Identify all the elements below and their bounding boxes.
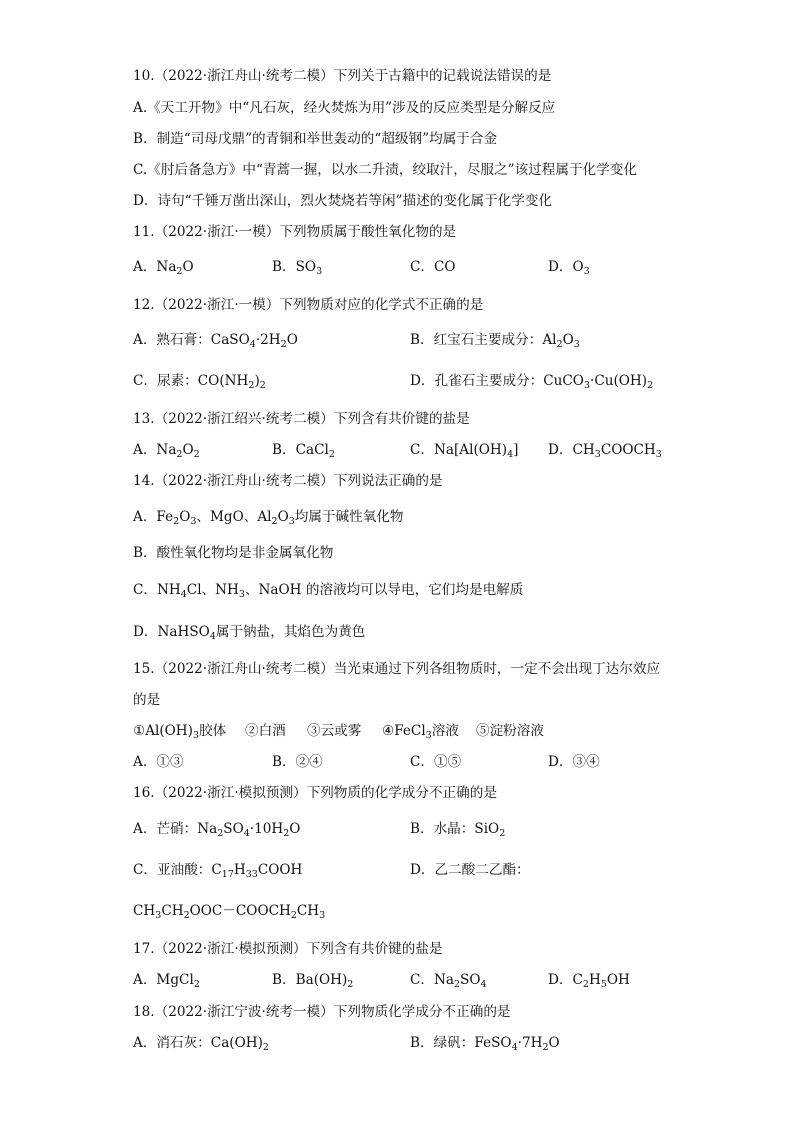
q13-option-a: A．$Na_2O_2$ xyxy=(133,442,200,460)
q13-option-b: B．CaCl$_2$ xyxy=(272,442,335,460)
q13-stem: 13.（2022·浙江绍兴·统考二模）下列含有共价键的盐是 xyxy=(133,411,470,427)
q12-option-a: A．熟石膏：$CaSO_4\cdot 2H_2O$ xyxy=(133,332,298,350)
q15-stem: 15.（2022·浙江舟山·统考二模）当光束通过下列各组物质时，一定不会出现丁达尔效应 xyxy=(133,661,661,677)
q14-option-c: C．$NH_4Cl$、$NH_3$、NaOH 的溶液均可以导电，它们均是电解质 xyxy=(133,582,524,600)
q14-option-b: B．酸性氧化物均是非金属氧化物 xyxy=(133,545,334,561)
q12-option-b: B．红宝石主要成分：$Al_2O_3$ xyxy=(410,332,580,350)
q18-option-a: A．消石灰：$Ca(OH)_2$ xyxy=(133,1035,269,1053)
q10-option-a: A.《天工开物》中“凡石灰，经火焚炼为用”涉及的反应类型是分解反应 xyxy=(133,100,556,116)
q14-stem: 14.（2022·浙江舟山·统考二模）下列说法正确的是 xyxy=(133,473,443,489)
q15-item-2: ②白酒 xyxy=(245,723,286,739)
q15-option-a: A．①③ xyxy=(133,754,184,770)
q16-option-d-formula: $CH_3CH_2OOC-COOCH_2CH_3$ xyxy=(133,903,326,921)
q15-item-1: $①Al(OH)_3$胶体 xyxy=(133,723,227,741)
q11-option-d: D．$O_3$ xyxy=(548,259,590,277)
q17-stem: 17.（2022·浙江·模拟预测）下列含有共价键的盐是 xyxy=(133,941,443,957)
q11-option-c: C．CO xyxy=(410,259,456,275)
q14-option-d: D．NaHSO$_4$属于钠盐，其焰色为黄色 xyxy=(133,624,366,642)
q15-option-b: B．②④ xyxy=(272,754,323,770)
q10-option-c: C.《肘后备急方》中“青蒿一握，以水二升渍，绞取汁，尽服之”该过程属于化学变化 xyxy=(133,162,637,178)
q13-option-d: D．$CH_3COOCH_3$ xyxy=(548,442,662,460)
q14-option-a: A．$Fe_2O_3$、MgO、$Al_2O_3$均属于碱性氧化物 xyxy=(133,509,404,527)
q17-option-a: A．MgCl$_2$ xyxy=(133,972,200,990)
q12-option-d: D．孔雀石主要成分：$CuCO_3\cdot Cu(OH)_2$ xyxy=(410,373,654,391)
q18-stem: 18.（2022·浙江宁波·统考一模）下列物质化学成分不正确的是 xyxy=(133,1004,511,1020)
q16-option-d-label: D．乙二酸二乙酯： xyxy=(410,862,530,878)
q10-option-b: B．制造“司母戊鼎”的青铜和举世轰动的“超级钢”均属于合金 xyxy=(133,131,498,147)
q16-stem: 16.（2022·浙江·模拟预测）下列物质的化学成分不正确的是 xyxy=(133,785,497,801)
q16-option-c: C．亚油酸：$C_{17}H_{33}COOH$ xyxy=(133,862,303,880)
q11-stem: 11.（2022·浙江·一模）下列物质属于酸性氧化物的是 xyxy=(133,224,457,240)
q17-option-d: D．$C_2H_5OH$ xyxy=(548,972,630,990)
q15-item-3: ③云或雾 xyxy=(307,723,362,739)
q16-option-a: A．芒硝：$Na_2SO_4\cdot 10H_2O$ xyxy=(133,821,301,839)
q15-stem-cont: 的是 xyxy=(133,692,161,708)
q15-option-d: D．③④ xyxy=(548,754,600,770)
q15-option-c: C．①⑤ xyxy=(410,754,462,770)
q12-stem: 12.（2022·浙江·一模）下列物质对应的化学式不正确的是 xyxy=(133,297,484,313)
q17-option-b: B．$Ba(OH)_2$ xyxy=(272,972,354,990)
q10-stem: 10.（2022·浙江舟山·统考二模）下列关于古籍中的记载说法错误的是 xyxy=(133,68,552,84)
q10-option-d: D．诗句“千锤万凿出深山，烈火焚烧若等闲”描述的变化属于化学变化 xyxy=(133,193,553,209)
q18-option-b: B．绿矾：$FeSO_4\cdot 7H_2O$ xyxy=(410,1035,560,1053)
q15-item-4: ④FeCl$_3$溶液 xyxy=(382,723,459,741)
q11-option-a: A．$Na_2O$ xyxy=(133,259,194,277)
q11-option-b: B．$SO_3$ xyxy=(272,259,323,277)
q17-option-c: C．$Na_2SO_4$ xyxy=(410,972,487,990)
q15-item-5: ⑤淀粉溶液 xyxy=(476,723,544,739)
q13-option-c: C．$Na[Al(OH)_4]$ xyxy=(410,442,519,460)
q12-option-c: C．尿素：$CO(NH_2)_2$ xyxy=(133,373,266,391)
q16-option-b: B．水晶：SiO$_2$ xyxy=(410,821,506,839)
